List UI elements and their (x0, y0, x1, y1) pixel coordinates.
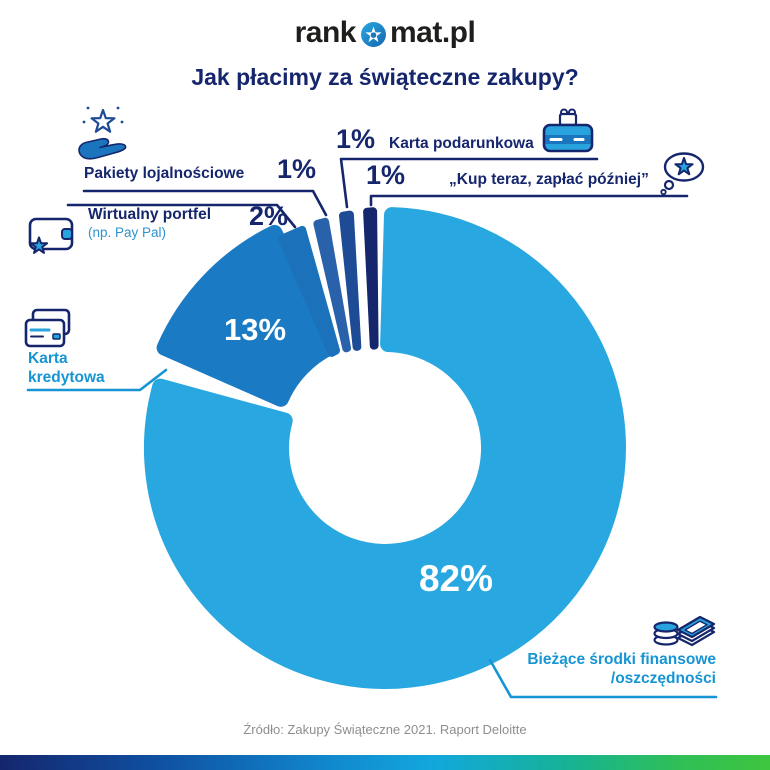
gift-card-icon (541, 108, 595, 156)
callout-biezace (527, 651, 716, 688)
callout-pakiety-label: Pakiety lojalnościowe (84, 165, 245, 182)
callout-biezace-line2: /oszczędności (610, 669, 716, 687)
callout-wirtualny (88, 203, 288, 240)
callout-kupteraz-value: 1% (366, 160, 406, 190)
callout-pakiety-value: 1% (276, 154, 316, 184)
callout-kupteraz (366, 162, 649, 189)
source-caption: Źródło: Zakupy Świąteczne 2021. Raport Deloitte (243, 722, 527, 737)
callout-kredytowa-line2: kredytowa (28, 369, 105, 387)
callout-kredytowa (28, 349, 105, 388)
brand-gradient-bar (0, 755, 770, 770)
page-title: Jak płacimy za świąteczne zakupy? (191, 64, 579, 90)
callout-podarunkowa-value: 1% (336, 124, 376, 154)
leader-line-3 (371, 196, 687, 205)
callout-kupteraz-label: „Kup teraz, zapłać później” (449, 171, 649, 188)
callout-biezace-line1: Bieżące środki finansowe (527, 651, 716, 668)
callout-wirtualny-label: Wirtualny portfel (88, 206, 212, 223)
callout-podarunkowa-label: Karta podarunkowa (389, 135, 534, 152)
hand-with-star-icon (76, 102, 130, 164)
callout-kredytowa-line1: Karta (28, 350, 68, 367)
slice-value-biezace: 82% (418, 558, 494, 599)
credit-cards-icon (24, 308, 72, 350)
coins-banknotes-icon (652, 600, 718, 650)
callout-pakiety (84, 156, 316, 183)
logo-text-prefix: rank (294, 16, 356, 49)
callout-wirtualny-sublabel: (np. Pay Pal) (88, 225, 167, 240)
wallet-star-icon (26, 212, 76, 256)
callout-wirtualny-value: 2% (248, 201, 288, 231)
slice-value-kredytowa: 13% (223, 312, 287, 347)
callout-podarunkowa (336, 126, 534, 153)
logo-text-suffix: mat.pl (390, 16, 476, 49)
thought-bubble-star-icon (658, 150, 708, 196)
